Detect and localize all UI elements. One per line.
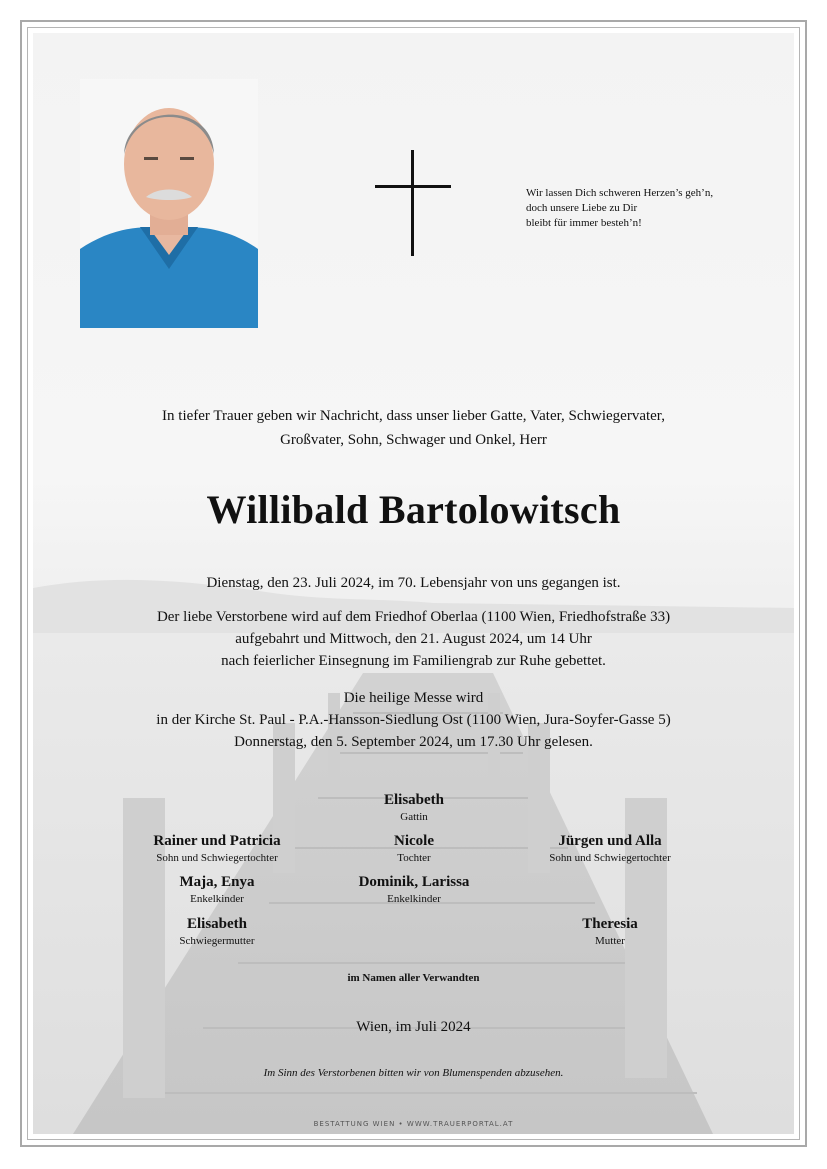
mourner-name: Nicole [394, 833, 434, 849]
burial-line: nach feierlicher Einsegnung im Familiengrab zur Ruhe gebettet. [221, 653, 606, 669]
mourner-elisabeth-wife [304, 790, 524, 825]
place-date: Wien, im Juli 2024 [356, 1019, 471, 1035]
portrait-photo [80, 79, 258, 328]
mourner-name: Elisabeth [383, 792, 444, 808]
mass-line: Die heilige Messe wird [343, 690, 484, 706]
mourner-dominik-larissa [304, 872, 524, 907]
mourner-relation: Gattin [400, 811, 428, 823]
intro-line: In tiefer Trauer geben wir Nachricht, dass unser lieber Gatte, Vater, Schwiegervater, [162, 408, 665, 424]
relatives-note: im Namen aller Verwandten [347, 972, 480, 984]
burial-line: Der liebe Verstorbene wird auf dem Friedhof Oberlaa (1100 Wien, Friedhofstraße 33) [156, 609, 671, 625]
burial-line: aufgebahrt und Mittwoch, den 21. August 2024, um 14 Uhr [235, 631, 592, 647]
poem-line: Wir lassen Dich schweren Herzen’s geh’n, [526, 187, 714, 199]
poem-line: doch unsere Liebe zu Dir [526, 202, 638, 214]
mourner-theresia [500, 914, 720, 949]
mourner-juergen-alla [500, 831, 720, 866]
burial-info [60, 606, 767, 672]
mourner-name: Elisabeth [186, 916, 247, 932]
death-notice: Dienstag, den 23. Juli 2024, im 70. Lebensjahr von uns gegangen ist. [206, 575, 621, 591]
mourner-name: Maja, Enya [179, 874, 255, 890]
mourner-relation: Tochter [397, 852, 431, 864]
mourner-relation: Mutter [595, 935, 625, 947]
flowers-note: Im Sinn des Verstorbenen bitten wir von Blumenspenden abzusehen. [263, 1067, 564, 1079]
mourner-relation: Enkelkinder [387, 893, 441, 905]
mourner-name: Rainer und Patricia [153, 833, 281, 849]
cross-icon [375, 150, 451, 256]
mass-info [60, 687, 767, 753]
mourner-relation: Sohn und Schwiegertochter [549, 852, 671, 864]
mourner-nicole [304, 831, 524, 866]
mourner-elisabeth-mother-in-law [107, 914, 327, 949]
mourner-name: Jürgen und Alla [558, 833, 662, 849]
mourner-relation: Enkelkinder [190, 893, 244, 905]
footer-credit: BESTATTUNG WIEN • WWW.TRAUERPORTAL.AT [313, 1120, 514, 1128]
mass-line: Donnerstag, den 5. September 2024, um 17.30 Uhr gelesen. [234, 734, 593, 750]
deceased-name: Willibald Bartolowitsch [206, 487, 621, 532]
intro-line: Großvater, Sohn, Schwager und Onkel, Herr [280, 432, 547, 448]
mourner-relation: Sohn und Schwiegertochter [156, 852, 278, 864]
mourner-name: Theresia [582, 916, 638, 932]
mourner-relation: Schwiegermutter [179, 935, 255, 947]
mourner-name: Dominik, Larissa [358, 874, 470, 890]
intro-text [60, 404, 767, 452]
mourner-rainer-patricia [107, 831, 327, 866]
poem-line: bleibt für immer besteh’n! [526, 217, 642, 229]
mourner-maja-enya [107, 872, 327, 907]
mass-line: in der Kirche St. Paul - P.A.-Hansson-Siedlung Ost (1100 Wien, Jura-Soyfer-Gasse 5) [156, 712, 671, 728]
poem [526, 186, 766, 231]
